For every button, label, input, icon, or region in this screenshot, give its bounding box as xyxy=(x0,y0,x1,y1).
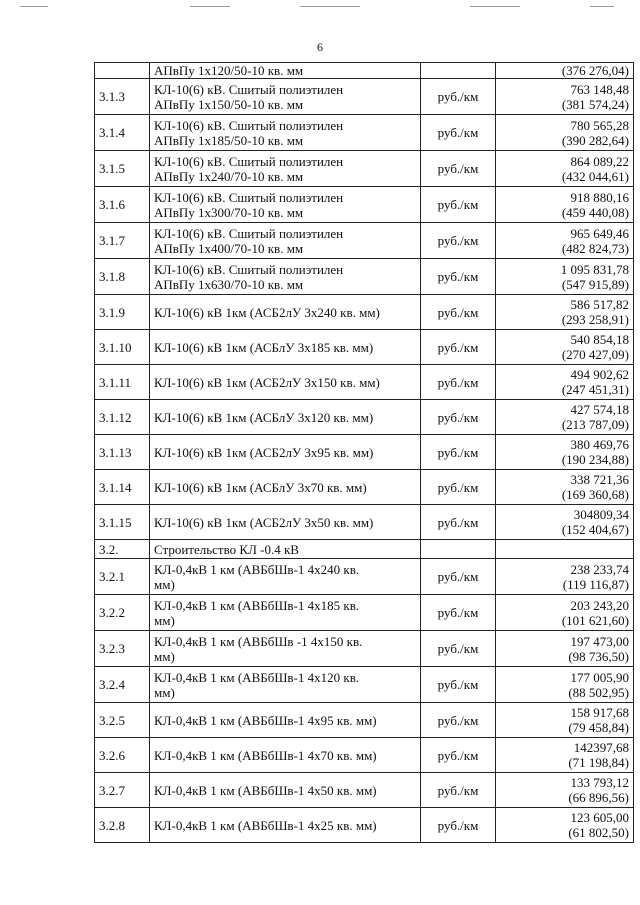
table-row xyxy=(95,330,634,365)
price-cell xyxy=(496,151,634,187)
item-name-line: мм) xyxy=(154,648,175,664)
item-name-cell xyxy=(150,808,421,843)
price-with-vat: 238 233,74 xyxy=(570,561,629,577)
price-cell xyxy=(496,330,634,365)
price-value: (169 360,68) xyxy=(561,487,629,502)
row-number-cell: 3.1.5 xyxy=(95,151,150,187)
item-name-line: мм) xyxy=(154,612,175,628)
scan-noise-mark xyxy=(590,6,614,7)
table-row xyxy=(95,667,634,703)
table-row xyxy=(95,259,634,295)
price-value: (88 502,95) xyxy=(568,684,629,700)
row-number-cell: 3.1.4 xyxy=(95,115,150,151)
unit-cell: руб./км xyxy=(421,115,496,151)
item-name-line: КЛ-10(6) кВ. Сшитый полиэтилен xyxy=(154,117,344,133)
item-name-cell xyxy=(150,667,421,703)
item-name-cell xyxy=(150,470,421,505)
table-row xyxy=(95,738,634,773)
price-with-vat: 1 095 831,78 xyxy=(560,261,629,277)
row-number-cell: 3.1.12 xyxy=(95,400,150,435)
row-number-cell: 3.2.8 xyxy=(95,808,150,843)
price-value: (376 276,04) xyxy=(561,63,629,78)
row-number-cell: 3.2.3 xyxy=(95,631,150,667)
price-value: (213 787,09) xyxy=(561,417,629,432)
price-cell xyxy=(496,773,634,808)
price-value: (247 451,31) xyxy=(561,382,629,397)
table-row xyxy=(95,187,634,223)
unit-cell: руб./км xyxy=(421,470,496,505)
price-with-vat: 338 721,36 xyxy=(570,472,629,487)
price-with-vat: 780 565,28 xyxy=(570,117,629,133)
unit-cell: руб./км xyxy=(421,295,496,330)
table-row xyxy=(95,595,634,631)
item-name-line: АПвПу 1х300/70-10 кв. мм xyxy=(154,204,304,220)
price-cell xyxy=(496,470,634,505)
row-number-cell: 3.1.14 xyxy=(95,470,150,505)
price-cell xyxy=(496,435,634,470)
table-row xyxy=(95,400,634,435)
item-name-cell xyxy=(150,400,421,435)
item-name-cell xyxy=(150,505,421,540)
unit-cell: руб./км xyxy=(421,808,496,843)
item-name-cell xyxy=(150,259,421,295)
item-name-cell xyxy=(150,79,421,115)
row-number-cell: 3.1.7 xyxy=(95,223,150,259)
item-name-cell xyxy=(150,738,421,773)
table-row xyxy=(95,631,634,667)
price-with-vat: 864 089,22 xyxy=(570,153,629,169)
item-name-cell xyxy=(150,151,421,187)
item-name-line: КЛ-10(6) кВ 1км (АСБлУ 3х120 кв. мм) xyxy=(154,409,374,425)
price-value: (293 258,91) xyxy=(561,312,629,327)
price-with-vat: 203 243,20 xyxy=(570,597,629,613)
item-name-line: КЛ-10(6) кВ 1км (АСБ2лУ 3х50 кв. мм) xyxy=(154,514,374,530)
item-name-line: АПвПу 1х400/70-10 кв. мм xyxy=(154,240,304,256)
item-name-line: КЛ-0,4кВ 1 км (АВБбШв-1 4х120 кв. xyxy=(154,669,360,685)
price-value: (79 458,84) xyxy=(568,720,629,735)
price-cell xyxy=(496,631,634,667)
item-name-line: КЛ-10(6) кВ 1км (АСБ2лУ 3х95 кв. мм) xyxy=(154,444,374,460)
unit-cell: руб./км xyxy=(421,259,496,295)
scan-noise-mark xyxy=(20,6,48,7)
row-number-cell: 3.2.5 xyxy=(95,703,150,738)
unit-cell: руб./км xyxy=(421,595,496,631)
table-row xyxy=(95,559,634,595)
price-value: (61 802,50) xyxy=(568,825,629,840)
row-number-cell: 3.1.10 xyxy=(95,330,150,365)
table-row xyxy=(95,773,634,808)
item-name-cell xyxy=(150,330,421,365)
row-number-cell: 3.1.11 xyxy=(95,365,150,400)
unit-cell xyxy=(421,63,496,79)
unit-cell: руб./км xyxy=(421,151,496,187)
table-row xyxy=(95,435,634,470)
price-cell xyxy=(496,703,634,738)
item-name-cell xyxy=(150,773,421,808)
item-name-cell xyxy=(150,559,421,595)
item-name-cell xyxy=(150,540,421,559)
item-name-line: КЛ-10(6) кВ. Сшитый полиэтилен xyxy=(154,225,344,241)
item-name-line: КЛ-0,4кВ 1 км (АВБбШв-1 4х240 кв. xyxy=(154,561,360,577)
price-with-vat: 123 605,00 xyxy=(570,810,629,825)
item-name-line: КЛ-0,4кВ 1 км (АВБбШв-1 4х50 кв. мм) xyxy=(154,782,377,798)
unit-cell: руб./км xyxy=(421,365,496,400)
item-name-cell xyxy=(150,595,421,631)
price-with-vat: 142397,68 xyxy=(573,740,629,755)
item-name-line: КЛ-0,4кВ 1 км (АВБбШв-1 4х25 кв. мм) xyxy=(154,817,377,833)
item-name-line: КЛ-0,4кВ 1 км (АВБбШв-1 4х95 кв. мм) xyxy=(154,712,377,728)
row-number-cell: 3.2.4 xyxy=(95,667,150,703)
price-with-vat: 494 902,62 xyxy=(570,367,629,382)
price-value: (66 896,56) xyxy=(568,790,629,805)
item-name-cell xyxy=(150,295,421,330)
unit-cell: руб./км xyxy=(421,187,496,223)
item-name-cell xyxy=(150,115,421,151)
unit-cell: руб./км xyxy=(421,223,496,259)
table-row xyxy=(95,79,634,115)
price-cell xyxy=(496,63,634,79)
price-value: (190 234,88) xyxy=(561,452,629,467)
scan-noise-mark xyxy=(190,6,230,7)
price-cell xyxy=(496,115,634,151)
unit-cell: руб./км xyxy=(421,79,496,115)
table-row xyxy=(95,505,634,540)
row-number-cell: 3.1.3 xyxy=(95,79,150,115)
item-name-line: КЛ-10(6) кВ 1км (АСБлУ 3х70 кв. мм) xyxy=(154,479,367,495)
item-name-line: КЛ-0,4кВ 1 км (АВБбШв-1 4х185 кв. xyxy=(154,597,360,613)
row-number-cell: 3.1.15 xyxy=(95,505,150,540)
unit-cell: руб./км xyxy=(421,738,496,773)
price-value: (98 736,50) xyxy=(568,648,629,664)
price-with-vat: 177 005,90 xyxy=(570,669,629,685)
price-with-vat: 380 469,76 xyxy=(570,437,629,452)
price-cell xyxy=(496,505,634,540)
unit-cell: руб./км xyxy=(421,400,496,435)
item-name-line: АПвПу 1х150/50-10 кв. мм xyxy=(154,96,304,112)
price-cell xyxy=(496,667,634,703)
unit-cell: руб./км xyxy=(421,559,496,595)
price-cell xyxy=(496,187,634,223)
page-number: 6 xyxy=(317,40,323,54)
price-value: (390 282,64) xyxy=(561,132,629,148)
table-row xyxy=(95,63,634,79)
unit-cell: руб./км xyxy=(421,667,496,703)
unit-cell xyxy=(421,540,496,559)
price-cell xyxy=(496,559,634,595)
table-row xyxy=(95,365,634,400)
scan-noise-mark xyxy=(300,6,360,7)
price-with-vat: 197 473,00 xyxy=(570,633,629,649)
item-name-line: мм) xyxy=(154,684,175,700)
price-value: (71 198,84) xyxy=(568,755,629,770)
item-name-line: КЛ-10(6) кВ. Сшитый полиэтилен xyxy=(154,81,344,97)
item-name-line: КЛ-10(6) кВ 1км (АСБ2лУ 3х150 кв. мм) xyxy=(154,374,380,390)
price-table-body xyxy=(95,63,634,843)
table-row xyxy=(95,808,634,843)
price-value: (119 116,87) xyxy=(562,576,629,592)
item-name-line: Строительство КЛ -0.4 кВ xyxy=(154,541,299,557)
item-name-line: КЛ-10(6) кВ. Сшитый полиэтилен xyxy=(154,153,344,169)
price-cell xyxy=(496,79,634,115)
price-with-vat: 158 917,68 xyxy=(570,705,629,720)
price-value: (547 915,89) xyxy=(561,276,629,292)
scan-noise-mark xyxy=(470,6,520,7)
price-cell xyxy=(496,223,634,259)
row-number-cell: 3.2.1 xyxy=(95,559,150,595)
price-with-vat: 427 574,18 xyxy=(570,402,629,417)
item-name-line: АПвПу 1х630/70-10 кв. мм xyxy=(154,276,304,292)
table-row xyxy=(95,470,634,505)
table-row xyxy=(95,115,634,151)
row-number-cell: 3.1.13 xyxy=(95,435,150,470)
price-cell xyxy=(496,295,634,330)
price-with-vat: 133 793,12 xyxy=(570,775,629,790)
unit-cell: руб./км xyxy=(421,703,496,738)
table-row xyxy=(95,295,634,330)
price-value: (152 404,67) xyxy=(561,522,629,537)
item-name-cell xyxy=(150,631,421,667)
table-row xyxy=(95,703,634,738)
price-cell xyxy=(496,738,634,773)
price-table xyxy=(94,62,634,843)
unit-cell: руб./км xyxy=(421,773,496,808)
price-value: (432 044,61) xyxy=(561,168,629,184)
unit-cell: руб./км xyxy=(421,505,496,540)
price-with-vat: 965 649,46 xyxy=(570,225,629,241)
row-number-cell: 3.2.6 xyxy=(95,738,150,773)
row-number-cell: 3.1.6 xyxy=(95,187,150,223)
price-cell xyxy=(496,540,634,559)
price-cell xyxy=(496,400,634,435)
item-name-cell xyxy=(150,223,421,259)
price-with-vat: 304809,34 xyxy=(573,507,629,522)
price-with-vat: 540 854,18 xyxy=(570,332,629,347)
item-name-line: КЛ-10(6) кВ. Сшитый полиэтилен xyxy=(154,261,344,277)
price-value: (101 621,60) xyxy=(561,612,629,628)
item-name-line: КЛ-10(6) кВ. Сшитый полиэтилен xyxy=(154,189,344,205)
table-row xyxy=(95,151,634,187)
item-name-cell xyxy=(150,703,421,738)
price-cell xyxy=(496,595,634,631)
row-number-cell: 3.1.8 xyxy=(95,259,150,295)
price-value: (381 574,24) xyxy=(561,96,629,112)
item-name-line: АПвПу 1х240/70-10 кв. мм xyxy=(154,168,304,184)
row-number-cell: 3.2.7 xyxy=(95,773,150,808)
item-name-line: КЛ-10(6) кВ 1км (АСБлУ 3х185 кв. мм) xyxy=(154,339,374,355)
row-number-cell xyxy=(95,63,150,79)
item-name-line: АПвПу 1х185/50-10 кв. мм xyxy=(154,132,304,148)
item-name-line: мм) xyxy=(154,576,175,592)
item-name-cell xyxy=(150,365,421,400)
price-with-vat: 763 148,48 xyxy=(570,81,629,97)
price-with-vat: 918 880,16 xyxy=(570,189,629,205)
item-name-line: КЛ-10(6) кВ 1км (АСБ2лУ 3х240 кв. мм) xyxy=(154,304,380,320)
row-number-cell: 3.2.2 xyxy=(95,595,150,631)
row-number-cell: 3.1.9 xyxy=(95,295,150,330)
item-name-line: КЛ-0,4кВ 1 км (АВБбШв-1 4х70 кв. мм) xyxy=(154,747,377,763)
table-row xyxy=(95,223,634,259)
price-value: (459 440,08) xyxy=(561,204,629,220)
unit-cell: руб./км xyxy=(421,435,496,470)
price-value: (482 824,73) xyxy=(561,240,629,256)
unit-cell: руб./км xyxy=(421,330,496,365)
row-number-cell: 3.2. xyxy=(95,540,150,559)
item-name-line: АПвПу 1х120/50-10 кв. мм xyxy=(154,63,304,78)
price-value: (270 427,09) xyxy=(561,347,629,362)
price-cell xyxy=(496,259,634,295)
item-name-line: КЛ-0,4кВ 1 км (АВБбШв -1 4х150 кв. xyxy=(154,633,363,649)
table-row xyxy=(95,540,634,559)
price-cell xyxy=(496,808,634,843)
price-cell xyxy=(496,365,634,400)
unit-cell: руб./км xyxy=(421,631,496,667)
item-name-cell xyxy=(150,63,421,79)
price-with-vat: 586 517,82 xyxy=(570,297,629,312)
item-name-cell xyxy=(150,435,421,470)
item-name-cell xyxy=(150,187,421,223)
